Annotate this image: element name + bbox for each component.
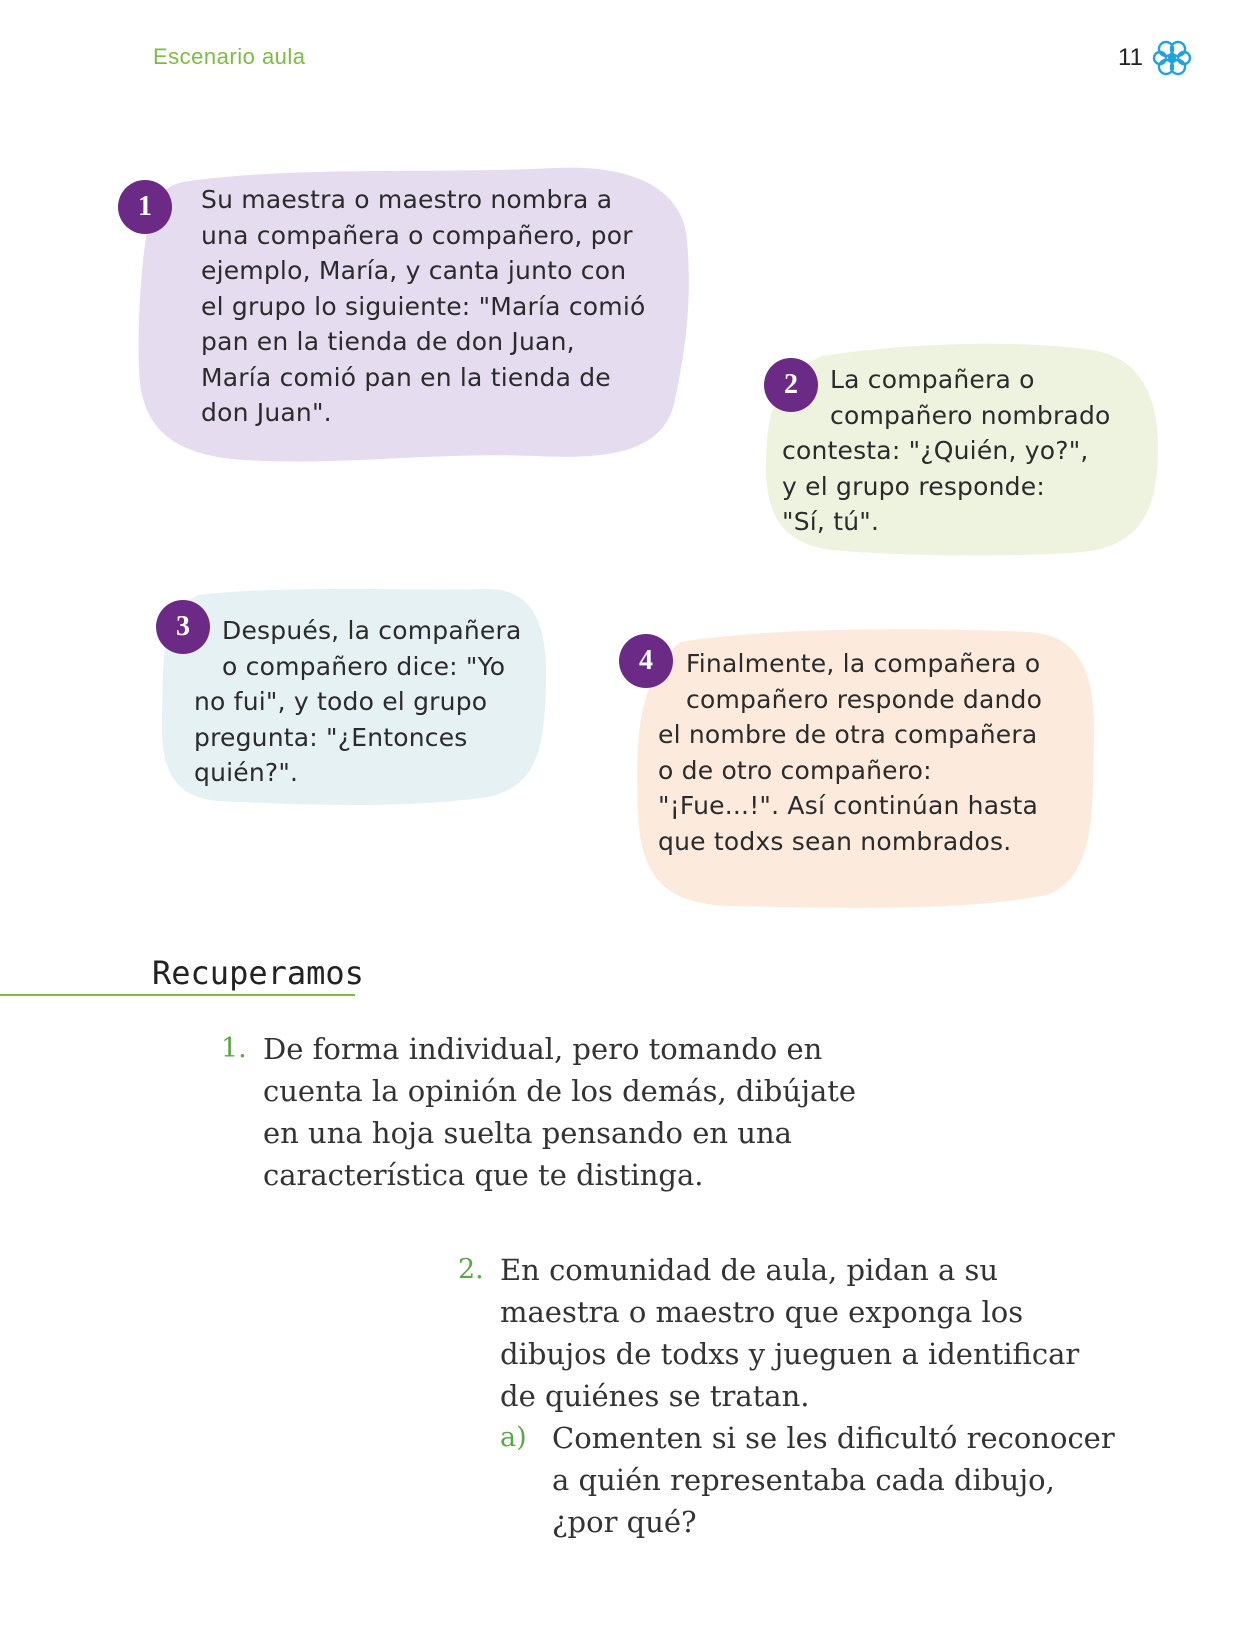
step-4-line: el nombre de otra compañera [658, 720, 1038, 749]
sub-item-line: Comenten si se les dificultó reconocer [552, 1421, 1115, 1455]
step-2-line: contesta: "¿Quién, yo?", [782, 436, 1089, 465]
list-item-line: en una hoja suelta pensando en una [263, 1116, 792, 1150]
list-item-line: De forma individual, pero tomando en [263, 1032, 823, 1066]
step-4-text [658, 646, 1098, 859]
sub-item-a [500, 1417, 1200, 1543]
step-1-badge: 1 [118, 180, 172, 234]
flower-logo-icon [1152, 38, 1192, 78]
step-4-line: que todxs sean nombrados. [658, 826, 1012, 856]
step-4-line: "¡Fue...!". Así continúan hasta [658, 791, 1038, 820]
step-3-text [194, 613, 550, 791]
step-3-line: quién?". [194, 758, 299, 787]
list-item-line: cuenta la opinión de los demás, dibújate [263, 1074, 857, 1108]
step-2-line: compañero nombrado [830, 400, 1111, 430]
step-1-line: don Juan". [201, 398, 332, 427]
page-number: 11 [1118, 44, 1143, 71]
list-item-2 [458, 1249, 1200, 1543]
list-item-line: En comunidad de aula, pidan a su [500, 1253, 999, 1287]
list-item-number: 2. [458, 1254, 484, 1285]
list-item-number: 1. [221, 1033, 247, 1064]
sub-item-line: a quién representaba cada dibujo, [552, 1463, 1055, 1497]
list-item-line: característica que te distinga. [263, 1158, 704, 1192]
step-3-line: pregunta: "¿Entonces [194, 722, 468, 752]
step-3-line: o compañero dice: "Yo [222, 651, 506, 681]
list-item-line: de quiénes se tratan. [500, 1379, 810, 1413]
step-4-line: o de otro compañero: [658, 755, 932, 785]
step-2-text [782, 362, 1162, 540]
step-1-text [201, 182, 681, 431]
step-1-bubble [135, 160, 695, 470]
step-1-line: María comió pan en la tienda de [201, 362, 611, 392]
sub-item-letter: a) [500, 1422, 527, 1453]
section-title: Recuperamos [152, 954, 364, 992]
step-4-bubble [630, 622, 1100, 912]
step-3-line: no fui", y todo el grupo [194, 687, 488, 716]
step-3-line: Después, la compañera [222, 616, 522, 645]
step-2-bubble [762, 338, 1162, 560]
list-item-line: maestra o maestro que exponga los [500, 1295, 1024, 1329]
step-1-line: Su maestra o maestro nombra a [201, 185, 613, 214]
step-1-line: ejemplo, María, y canta junto con [201, 256, 627, 285]
step-4-line: compañero responde dando [686, 684, 1043, 714]
step-3-badge: 3 [156, 600, 210, 654]
step-2-line: "Sí, tú". [782, 507, 880, 536]
step-4-line: Finalmente, la compañera o [686, 649, 1041, 678]
step-1-line: una compañera o compañero, por [201, 220, 633, 250]
sub-item-line: ¿por qué? [552, 1505, 697, 1539]
step-4-badge: 4 [619, 634, 673, 688]
step-1-line: el grupo lo siguiente: "María comió [201, 291, 646, 321]
list-item-1 [221, 1028, 963, 1196]
step-3-bubble [158, 585, 550, 810]
section-label: Escenario aula [153, 44, 306, 69]
step-1-line: pan en la tienda de don Juan, [201, 327, 575, 356]
section-divider [0, 994, 355, 996]
list-item-line: dibujos de todxs y jueguen a identificar [500, 1337, 1080, 1371]
step-2-line: y el grupo responde: [782, 471, 1045, 501]
step-2-line: La compañera o [830, 365, 1035, 394]
step-2-badge: 2 [764, 358, 818, 412]
